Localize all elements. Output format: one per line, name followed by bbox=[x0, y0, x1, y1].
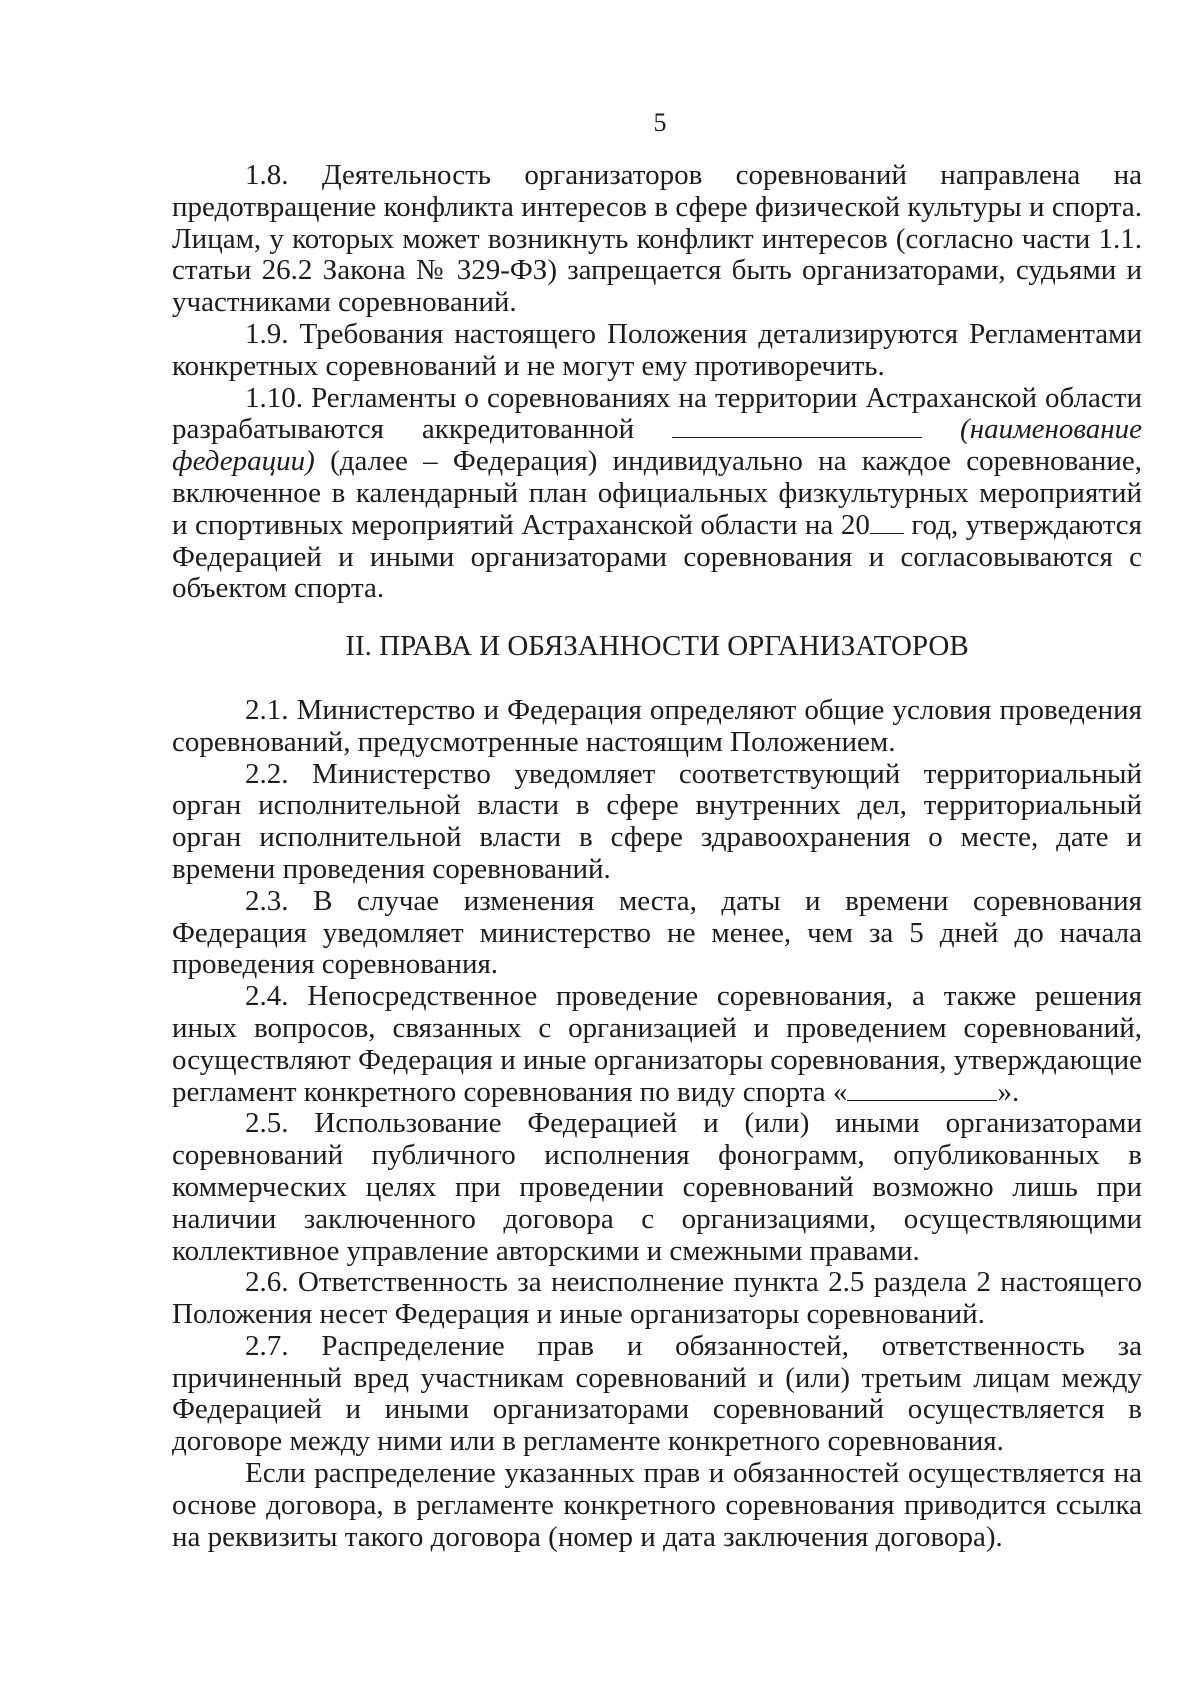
year-blank bbox=[870, 511, 904, 534]
paragraph-1-10-text-c: год, утверждаются Федерацией и иными организаторами соревнования и согласовываются с объектом спорта. bbox=[172, 508, 1143, 605]
document-body bbox=[172, 160, 1142, 1553]
paragraph-1-10-text-a: 1.10. Регламенты о соревнованиях на территории Астраханской области разрабатываются аккредитованной bbox=[172, 381, 1142, 446]
page-number: 5 bbox=[653, 108, 667, 137]
paragraph-2-1: 2.1. Министерство и Федерация определяют общие условия проведения соревнований, предусмотренные настоящим Положением. bbox=[172, 693, 1142, 758]
federation-name-blank bbox=[672, 415, 922, 438]
paragraph-1-10 bbox=[172, 383, 1142, 606]
paragraph-2-2: 2.2. Министерство уведомляет соответствующий территориальный орган исполнительной власти в сфере внутренних дел, территориальный орган исполнительной власти в сфере здравоохранения о месте, дате и времени проведения соревнований. bbox=[172, 757, 1142, 885]
paragraph-2-7: 2.7. Распределение прав и обязанностей, ответственность за причиненный вред участникам соревнований и (или) третьим лицам между Федерацией и иными организаторами соревнований осуществляется в договоре между ними или в регламенте конкретного соревнования. bbox=[172, 1329, 1142, 1458]
paragraph-1-8 bbox=[172, 160, 1142, 319]
paragraph-2-4-text-a: 2.4. Непосредственное проведение соревнования, а также решения иных вопросов, связанных с организацией и проведением соревнований, осуществляют Федерация и иные организаторы соревнования, утверждающие регламент конкретного соревнования по виду спорта « bbox=[172, 980, 1142, 1108]
paragraph-2-6: 2.6. Ответственность за неисполнение пункта 2.5 раздела 2 настоящего Положения несет Федерация и иные организаторы соревнований. bbox=[172, 1266, 1142, 1331]
paragraph-1-8-text: Деятельность организаторов соревнований направлена на предотвращение конфликта интересов в сфере физической культуры и спорта. Лицам, у которых может возникнуть конфликт интересов (согласно части 1.1. статьи 26.2 Закона № 329-ФЗ) запрещается быть организаторами, судьями и участниками соревнований. bbox=[172, 159, 1143, 319]
federation-name-hint: (наименование федерации) bbox=[172, 413, 1143, 478]
paragraph-2-4 bbox=[172, 981, 1142, 1108]
paragraph-1-8-number: 1.8. bbox=[245, 159, 289, 191]
paragraph-2-8: Если распределение указанных прав и обязанностей осуществляется на основе договора, в регламенте конкретного соревнования приводится ссылка на реквизиты такого договора (номер и дата заключения договора). bbox=[172, 1457, 1142, 1553]
paragraph-1-10-text-b: (далее – Федерация) индивидуально на каждое соревнование, включенное в календарный план официальных физкультурных мероприятий и спортивных мероприятий Астраханской области на 20 bbox=[172, 445, 1142, 541]
paragraph-2-5: 2.5. Использование Федерацией и (или) иными организаторами соревнований публичного исполнения фонограмм, опубликованных в коммерческих целях при проведении соревнований возможно лишь при наличии заключенного договора с организациями, осуществляющими коллективное управление авторскими и смежными правами. bbox=[172, 1107, 1142, 1267]
paragraph-1-9: 1.9. Требования настоящего Положения детализируются Регламентами конкретных соревнований и не могут ему противоречить. bbox=[172, 317, 1142, 382]
paragraph-2-4-text-b: ». bbox=[997, 1075, 1020, 1108]
sport-name-blank bbox=[847, 1078, 997, 1101]
paragraph-2-3: 2.3. В случае изменения места, даты и времени соревнования Федерация уведомляет министерство не менее, чем за 5 дней до начала проведения соревнования. bbox=[172, 884, 1142, 981]
section-heading: II. ПРАВА И ОБЯЗАННОСТИ ОРГАНИЗАТОРОВ bbox=[345, 630, 969, 663]
